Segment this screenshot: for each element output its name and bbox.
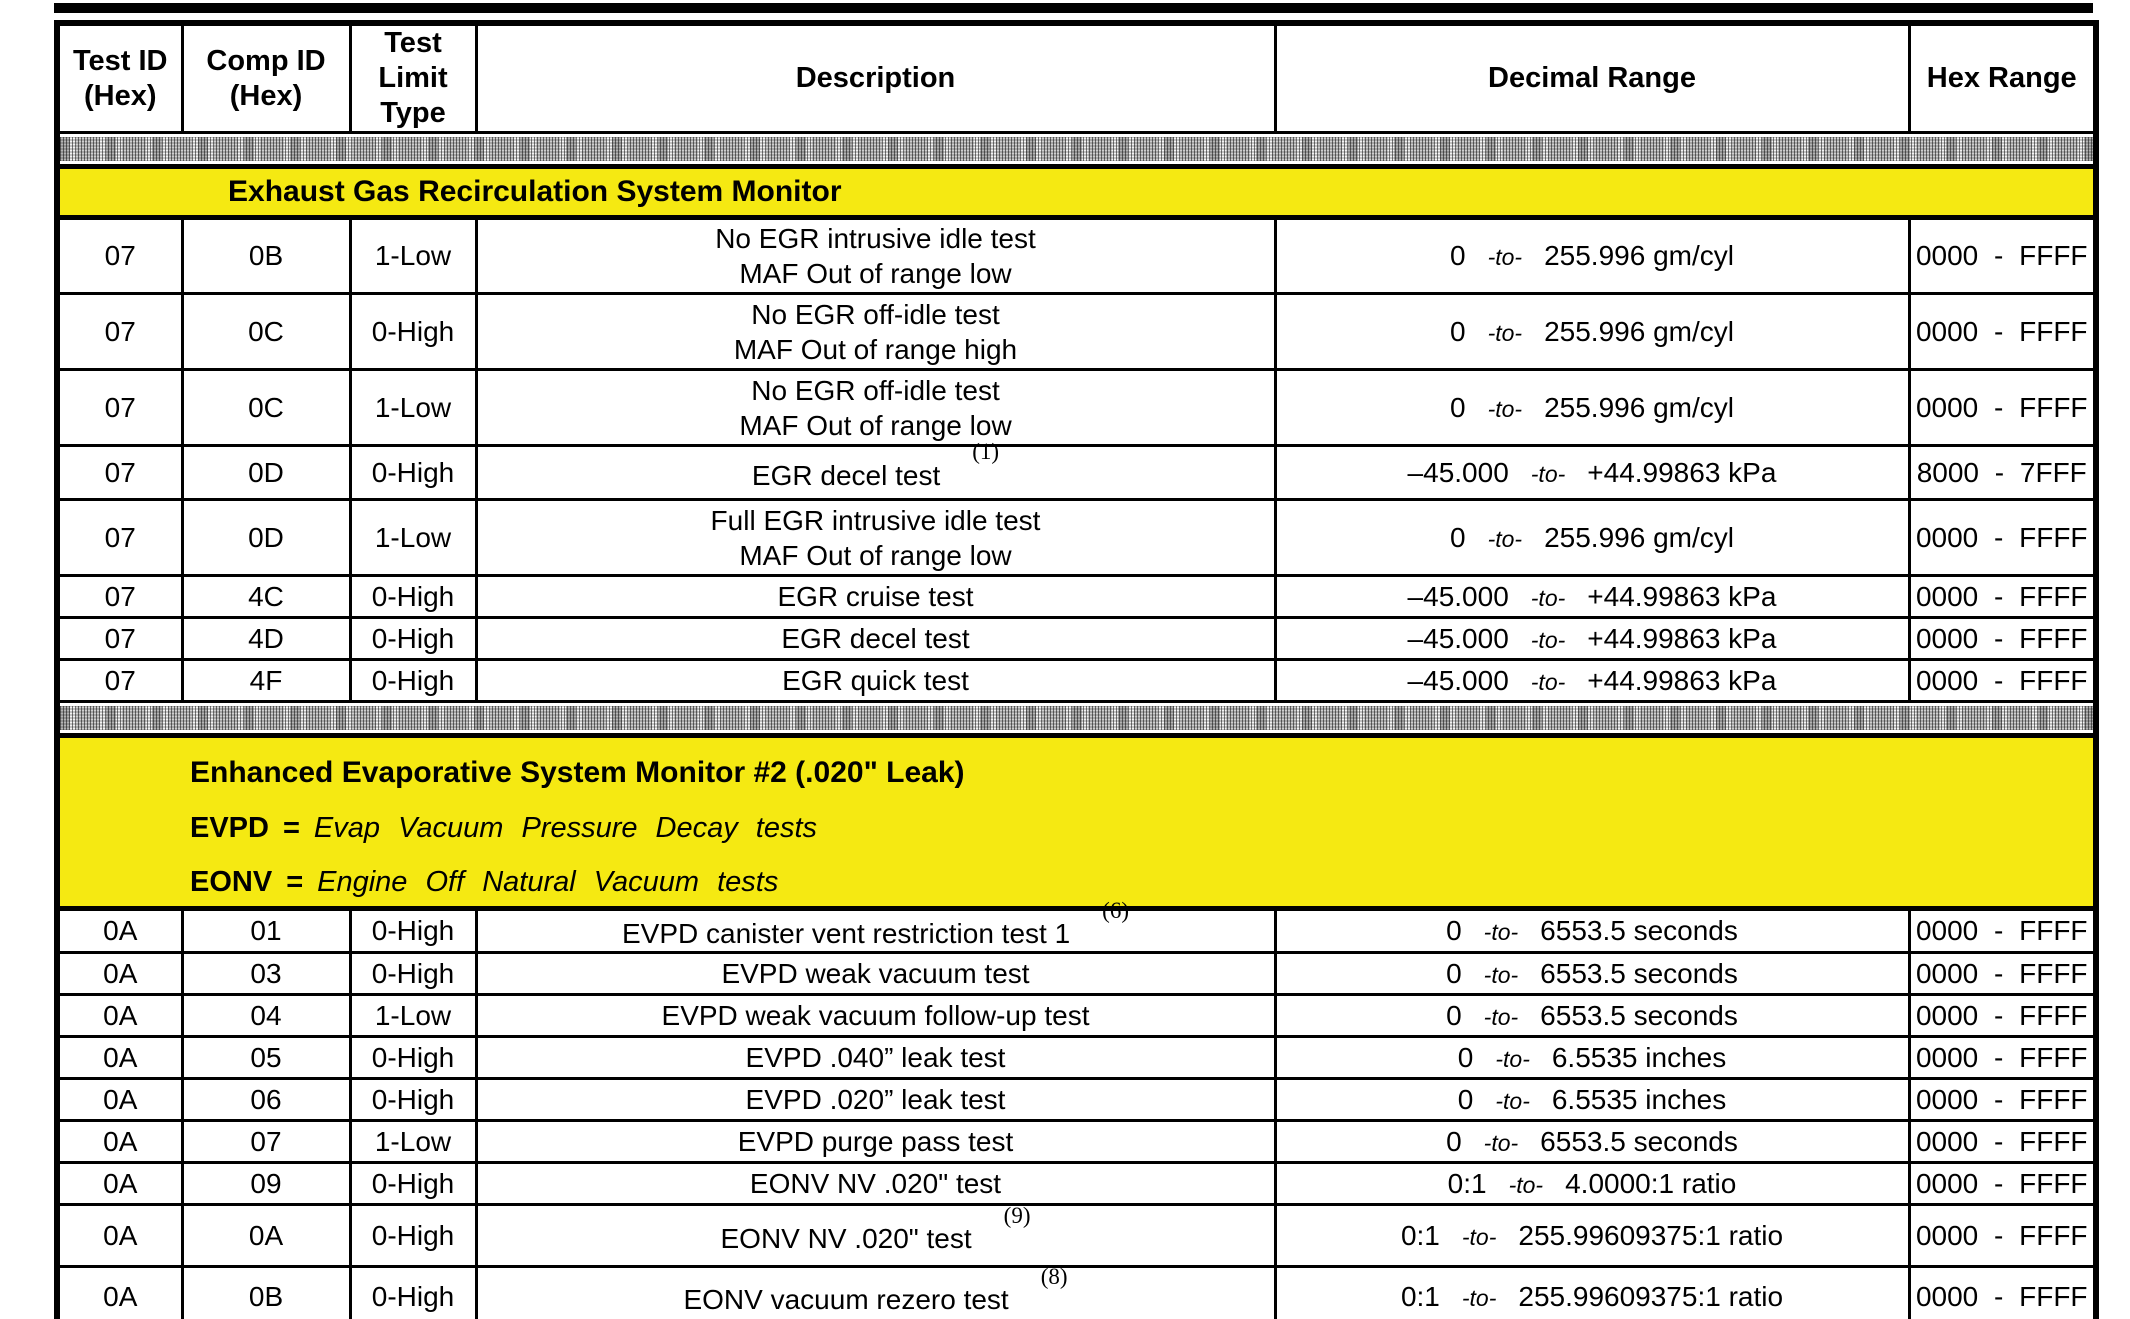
description-text: [782, 663, 969, 698]
decimal-high-value: 4.0000:1 ratio: [1565, 1167, 1737, 1199]
decimal-to-label: -to-: [1495, 1045, 1530, 1072]
decimal-range-cell: [1275, 953, 1909, 995]
hex-range-cell: 8000 - 7FFF: [1909, 446, 2096, 500]
comp-id-cell: 03: [182, 953, 350, 995]
column-header-decimal-range: [1275, 23, 1909, 133]
test-id-cell: 0A: [57, 1121, 182, 1163]
test-id-cell: 0A: [57, 1267, 182, 1319]
hex-range-cell: 0000 - FFFF: [1909, 1205, 2096, 1267]
description-text: [711, 503, 1041, 573]
decimal-high-value: 6553.5 seconds: [1540, 957, 1738, 989]
description-text: [734, 297, 1017, 367]
description-cell: [476, 500, 1275, 576]
column-header-description: [476, 23, 1275, 133]
decimal-high-value: 6553.5 seconds: [1540, 999, 1738, 1031]
test-id-cell: 0A: [57, 1037, 182, 1079]
table-row: [57, 446, 2096, 500]
table-header: [57, 23, 2096, 133]
column-header-line: Hex Range: [1926, 62, 2077, 94]
column-header-line: Type: [380, 97, 446, 129]
test-id-cell: 07: [57, 218, 182, 294]
decimal-high-value: 6553.5 seconds: [1540, 1125, 1738, 1157]
description-text: [746, 1082, 1006, 1117]
comp-id-cell: 0A: [182, 1205, 350, 1267]
legend-meaning: Evap Vacuum Pressure Decay tests: [313, 812, 818, 844]
hex-range-cell: 0000 - FFFF: [1909, 1079, 2096, 1121]
decimal-high-value: +44.99863 kPa: [1587, 456, 1777, 488]
column-header-line: (Hex): [229, 79, 303, 112]
description-cell: [476, 995, 1275, 1037]
hex-range-cell: 0000 - FFFF: [1909, 576, 2096, 618]
description-cell: [476, 439, 1275, 500]
decimal-to-label: -to-: [1461, 1285, 1497, 1312]
description-line: EONV NV .020" test: [749, 1168, 1002, 1200]
separator-row: [57, 702, 2096, 736]
hex-range-cell: 0000 - FFFF: [1909, 370, 2096, 446]
decimal-low-value: 0: [1446, 957, 1462, 989]
decimal-low-value: –45.000: [1407, 622, 1509, 654]
column-header-line: Limit: [378, 62, 448, 94]
hex-range-cell: 0000 - FFFF: [1909, 953, 2096, 995]
column-header-comp-id: [182, 23, 350, 133]
decimal-low-value: 0: [1446, 915, 1462, 947]
comp-id-cell: 4D: [182, 618, 350, 660]
description-line: Full EGR intrusive idle test: [710, 504, 1041, 536]
footnote-ref: (8): [1040, 1263, 1068, 1289]
decimal-range-cell: [1275, 995, 1909, 1037]
description-cell: [476, 953, 1275, 995]
description-line: No EGR off-idle test: [751, 374, 1000, 406]
description-line: MAF Out of range low: [739, 258, 1012, 289]
description-text: [683, 1282, 1008, 1317]
test-id-cell: 07: [57, 370, 182, 446]
decimal-range-cell: [1275, 576, 1909, 618]
comp-id-cell: 09: [182, 1163, 350, 1205]
column-header-hex-range: [1909, 23, 2096, 133]
decimal-low-value: 0:1: [1447, 1167, 1487, 1199]
description-line: EVPD purge pass test: [737, 1126, 1014, 1158]
decimal-range-cell: [1275, 1079, 1909, 1121]
column-header-line: Decimal Range: [1488, 62, 1696, 94]
decimal-high-value: +44.99863 kPa: [1587, 622, 1777, 654]
hex-range-cell: 0000 - FFFF: [1909, 218, 2096, 294]
test-results-table: [54, 20, 2099, 1319]
description-line: EVPD .040” leak test: [745, 1042, 1006, 1074]
comp-id-cell: 0B: [182, 1267, 350, 1319]
test-id-cell: 0A: [57, 995, 182, 1037]
description-line: EVPD weak vacuum follow-up test: [661, 1000, 1090, 1032]
decimal-high-value: 6.5535 inches: [1551, 1083, 1727, 1115]
limit-type-cell: 0-High: [350, 294, 476, 370]
hex-range-cell: 0000 - FFFF: [1909, 1037, 2096, 1079]
description-cell: [476, 1037, 1275, 1079]
description-text: [746, 1040, 1006, 1075]
limit-type-cell: 0-High: [350, 660, 476, 702]
legend-meaning: Engine Off Natural Vacuum tests: [317, 866, 779, 898]
limit-type-cell: 0-High: [350, 1163, 476, 1205]
decimal-range-cell: [1275, 218, 1909, 294]
description-line: EVPD canister vent restriction test 1: [621, 918, 1071, 950]
decimal-low-value: 0: [1450, 240, 1466, 271]
decimal-low-value: 0: [1457, 1083, 1474, 1115]
decimal-low-value: 0:1: [1400, 1219, 1440, 1251]
test-id-cell: 0A: [57, 1163, 182, 1205]
decimal-range-cell: [1275, 1163, 1909, 1205]
table-row: [57, 1079, 2096, 1121]
decimal-to-label: -to-: [1487, 244, 1523, 270]
decimal-range-cell: [1275, 618, 1909, 660]
limit-type-cell: 0-High: [350, 909, 476, 953]
footnote-ref: (6): [1102, 898, 1129, 923]
column-header-line: Test: [384, 27, 442, 59]
legend-line: [190, 866, 2093, 898]
decimal-to-label: -to-: [1487, 395, 1523, 422]
decimal-high-value: +44.99863 kPa: [1587, 580, 1777, 612]
limit-type-cell: 0-High: [350, 1267, 476, 1319]
description-text: [662, 998, 1090, 1033]
test-id-cell: 07: [57, 294, 182, 370]
hex-range-cell: 0000 - FFFF: [1909, 294, 2096, 370]
limit-type-cell: 1-Low: [350, 500, 476, 576]
decimal-high-value: 255.996 gm/cyl: [1544, 240, 1734, 271]
decimal-range-cell: [1275, 909, 1909, 953]
limit-type-cell: 0-High: [350, 1205, 476, 1267]
description-text: [738, 1124, 1013, 1159]
legend-line: [190, 812, 2093, 844]
test-id-cell: 07: [57, 660, 182, 702]
column-header-test-limit-type: [350, 23, 476, 133]
comp-id-cell: 01: [182, 909, 350, 953]
limit-type-cell: 0-High: [350, 953, 476, 995]
decimal-to-label: -to-: [1461, 1223, 1497, 1250]
decimal-range-cell: [1275, 294, 1909, 370]
decimal-low-value: –45.000: [1407, 664, 1509, 696]
hex-range-cell: 0000 - FFFF: [1909, 1121, 2096, 1163]
comp-id-cell: 0C: [182, 370, 350, 446]
separator-row: [57, 133, 2096, 167]
section-header-evap2: [57, 736, 2096, 909]
limit-type-cell: 0-High: [350, 618, 476, 660]
description-line: EVPD .020” leak test: [745, 1084, 1006, 1116]
limit-type-cell: 1-Low: [350, 218, 476, 294]
hex-range-cell: 0000 - FFFF: [1909, 500, 2096, 576]
decimal-to-label: -to-: [1483, 919, 1519, 946]
decimal-low-value: 0: [1457, 1041, 1474, 1073]
test-id-cell: 0A: [57, 953, 182, 995]
decimal-to-label: -to-: [1487, 319, 1523, 346]
comp-id-cell: 4F: [182, 660, 350, 702]
decimal-range-cell: [1275, 370, 1909, 446]
hex-range-cell: 0000 - FFFF: [1909, 995, 2096, 1037]
description-text: [739, 373, 1011, 443]
description-text: [721, 956, 1029, 991]
column-header-test-id: [57, 23, 182, 133]
section-band-row: [57, 736, 2096, 909]
section-band-row: [57, 167, 2096, 218]
decimal-low-value: –45.000: [1407, 456, 1509, 488]
decimal-range-cell: [1275, 1205, 1909, 1267]
decimal-low-value: –45.000: [1407, 580, 1509, 612]
decimal-range-cell: [1275, 1267, 1909, 1319]
column-header-line: Description: [795, 62, 956, 94]
column-header-line: Test ID: [72, 44, 168, 77]
comp-id-cell: 0C: [182, 294, 350, 370]
description-line: EGR decel test: [781, 623, 970, 655]
limit-type-cell: 0-High: [350, 576, 476, 618]
column-header-line: Comp ID: [206, 44, 326, 77]
table-row: [57, 500, 2096, 576]
table-row: [57, 995, 2096, 1037]
decimal-range-cell: [1275, 1121, 1909, 1163]
comp-id-cell: 05: [182, 1037, 350, 1079]
separator-bar: [57, 133, 2096, 167]
legend-equals: =: [282, 812, 300, 844]
decimal-high-value: 255.996 gm/cyl: [1544, 315, 1734, 347]
decimal-to-label: -to-: [1483, 1129, 1519, 1156]
limit-type-cell: 1-Low: [350, 1121, 476, 1163]
description-text: [622, 916, 1070, 951]
decimal-to-label: -to-: [1530, 626, 1566, 653]
description-cell: [476, 1163, 1275, 1205]
top-rule: [54, 3, 2093, 13]
description-line: MAF Out of range low: [739, 539, 1012, 571]
table-row: [57, 909, 2096, 953]
table-row: [57, 1163, 2096, 1205]
description-cell: [476, 660, 1275, 702]
test-id-cell: 0A: [57, 1205, 182, 1267]
table-row: [57, 1037, 2096, 1079]
hex-range-cell: 0000 - FFFF: [1909, 1267, 2096, 1319]
hex-range-cell: 0000 - FFFF: [1909, 909, 2096, 953]
decimal-to-label: -to-: [1487, 525, 1523, 552]
footnote-ref: (9): [1003, 1202, 1031, 1228]
separator-bar: [57, 702, 2096, 736]
test-id-cell: 0A: [57, 1079, 182, 1121]
description-text: [777, 579, 973, 614]
hex-range-cell: 0000 - FFFF: [1909, 1163, 2096, 1205]
test-id-cell: 07: [57, 446, 182, 500]
limit-type-cell: 0-High: [350, 1037, 476, 1079]
test-id-cell: 07: [57, 576, 182, 618]
decimal-low-value: 0: [1446, 999, 1462, 1031]
description-cell: [476, 218, 1275, 294]
decimal-low-value: 0: [1450, 315, 1466, 347]
header-row: [57, 23, 2096, 133]
decimal-high-value: +44.99863 kPa: [1587, 664, 1777, 696]
description-line: EONV vacuum rezero test: [683, 1284, 1009, 1316]
legend-equals: =: [286, 866, 304, 898]
description-line: EGR decel test: [751, 459, 941, 491]
description-text: [781, 621, 969, 656]
decimal-to-label: -to-: [1495, 1087, 1530, 1114]
description-line: EGR cruise test: [777, 581, 974, 613]
description-cell: [476, 576, 1275, 618]
decimal-to-label: -to-: [1483, 1003, 1519, 1030]
comp-id-cell: 07: [182, 1121, 350, 1163]
legend-abbreviation: EONV: [190, 866, 273, 898]
table-row: [57, 1205, 2096, 1267]
section-title: Exhaust Gas Recirculation System Monitor: [228, 175, 842, 208]
decimal-to-label: -to-: [1508, 1171, 1544, 1198]
description-cell: [476, 1121, 1275, 1163]
description-cell: [476, 1079, 1275, 1121]
description-cell: [476, 1263, 1275, 1319]
description-line: EVPD weak vacuum test: [721, 958, 1030, 990]
description-line: No EGR off-idle test: [751, 298, 1000, 330]
description-line: EONV NV .020" test: [720, 1223, 972, 1255]
comp-id-cell: 0D: [182, 500, 350, 576]
hex-range-cell: 0000 - FFFF: [1909, 660, 2096, 702]
section-title: Enhanced Evaporative System Monitor #2 (.020" Leak): [190, 756, 965, 789]
decimal-low-value: 0: [1446, 1125, 1462, 1157]
table-row: [57, 1121, 2096, 1163]
decimal-high-value: 255.99609375:1 ratio: [1518, 1281, 1784, 1313]
decimal-to-label: -to-: [1483, 961, 1519, 988]
description-line: MAF Out of range low: [739, 409, 1012, 441]
decimal-range-cell: [1275, 500, 1909, 576]
decimal-low-value: 0:1: [1400, 1281, 1440, 1313]
description-line: No EGR intrusive idle test: [715, 223, 1036, 254]
comp-id-cell: 0B: [182, 218, 350, 294]
table-body: [57, 133, 2096, 1319]
legend-abbreviation: EVPD: [190, 812, 269, 844]
decimal-low-value: 0: [1450, 521, 1466, 553]
decimal-to-label: -to-: [1530, 668, 1566, 695]
decimal-high-value: 255.99609375:1 ratio: [1518, 1219, 1784, 1251]
decimal-to-label: -to-: [1530, 584, 1566, 611]
description-cell: [476, 898, 1275, 953]
decimal-range-cell: [1275, 446, 1909, 500]
description-cell: [476, 370, 1275, 446]
description-line: EGR quick test: [782, 665, 969, 697]
table-row: [57, 618, 2096, 660]
decimal-range-cell: [1275, 1037, 1909, 1079]
table-row: [57, 953, 2096, 995]
decimal-range-cell: [1275, 660, 1909, 702]
limit-type-cell: 0-High: [350, 1079, 476, 1121]
table-row: [57, 660, 2096, 702]
limit-type-cell: 1-Low: [350, 370, 476, 446]
decimal-high-value: 255.996 gm/cyl: [1544, 521, 1734, 553]
column-header-line: (Hex): [83, 79, 157, 112]
decimal-high-value: 255.996 gm/cyl: [1544, 391, 1734, 423]
decimal-low-value: 0: [1450, 391, 1466, 423]
description-line: MAF Out of range high: [733, 333, 1018, 365]
test-id-cell: 07: [57, 500, 182, 576]
footnote-ref: (1): [972, 439, 1000, 465]
test-id-cell: 0A: [57, 909, 182, 953]
comp-id-cell: 0D: [182, 446, 350, 500]
hex-range-cell: 0000 - FFFF: [1909, 618, 2096, 660]
limit-type-cell: 0-High: [350, 446, 476, 500]
table-row: [57, 576, 2096, 618]
description-text: [721, 1221, 972, 1256]
decimal-high-value: 6553.5 seconds: [1540, 915, 1738, 947]
test-id-cell: 07: [57, 618, 182, 660]
description-text: [715, 221, 1036, 291]
description-cell: [476, 294, 1275, 370]
decimal-to-label: -to-: [1530, 460, 1566, 487]
description-cell: [476, 1202, 1275, 1267]
description-text: [752, 458, 940, 493]
description-text: [750, 1166, 1001, 1201]
table-row: [57, 294, 2096, 370]
section-header-egr: [57, 167, 2096, 218]
table-row: [57, 1267, 2096, 1319]
comp-id-cell: 4C: [182, 576, 350, 618]
decimal-high-value: 6.5535 inches: [1551, 1041, 1727, 1073]
limit-type-cell: 1-Low: [350, 995, 476, 1037]
comp-id-cell: 06: [182, 1079, 350, 1121]
table-row: [57, 218, 2096, 294]
description-cell: [476, 618, 1275, 660]
table-row: [57, 370, 2096, 446]
comp-id-cell: 04: [182, 995, 350, 1037]
